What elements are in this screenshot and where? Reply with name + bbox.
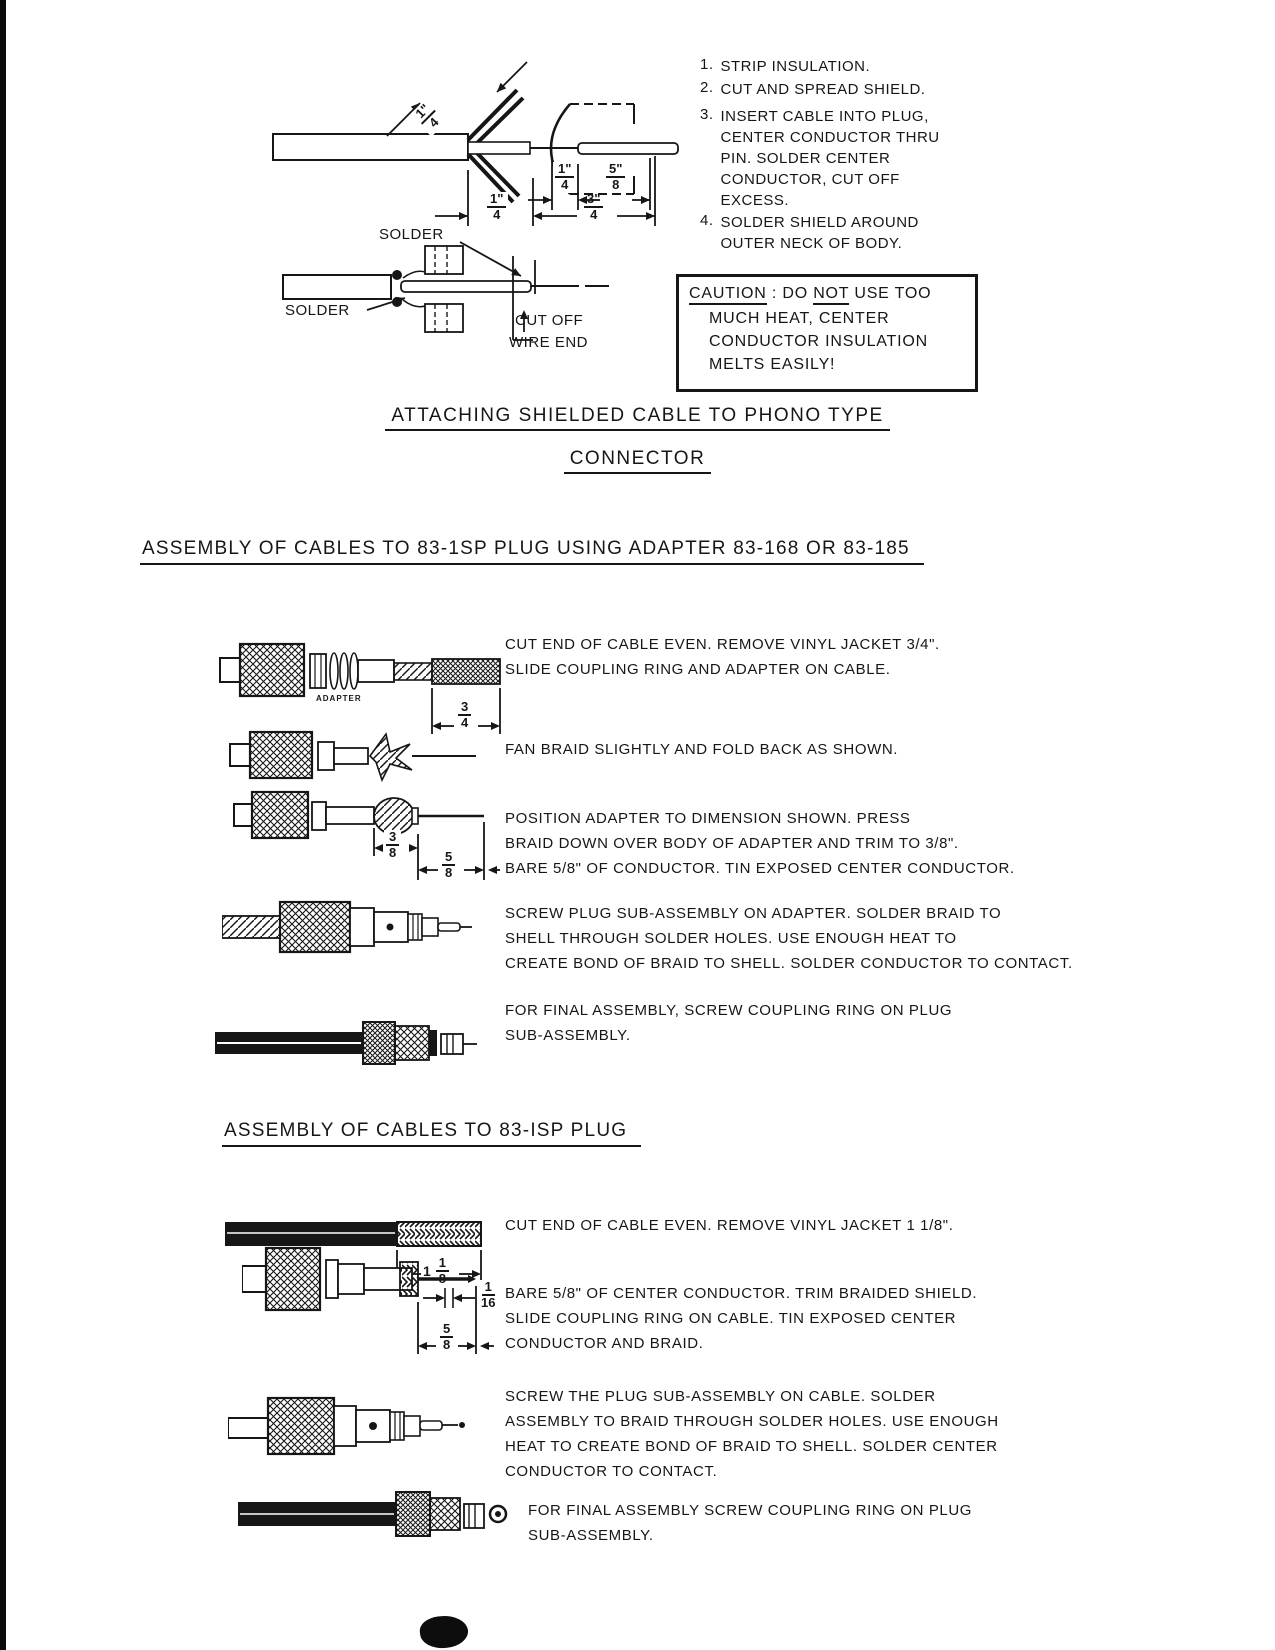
fraction-denominator: 8: [389, 845, 397, 861]
dimension-fraction: [438, 1322, 455, 1353]
fraction-denominator: 4: [426, 114, 442, 131]
s2-step3-diagram: [228, 1392, 483, 1470]
step-number: 2.: [700, 79, 714, 96]
phono-plug-art: [520, 96, 690, 218]
text-line: SUB-ASSEMBLY.: [528, 1527, 654, 1544]
solder-detail-art: [275, 226, 640, 376]
fraction-denominator: 4: [493, 207, 501, 223]
step-line: INSERT CABLE INTO PLUG,: [720, 108, 929, 125]
dimension-fraction: [604, 162, 627, 193]
dimension-fraction: [440, 850, 457, 881]
s1-step1-text: [505, 632, 940, 682]
section1-heading: ASSEMBLY OF CABLES TO 83-1SP PLUG USING ADAPTER 83-168 OR 83-185: [140, 538, 924, 565]
text-line: CUT END OF CABLE EVEN. REMOVE VINYL JACKET 1 1/8".: [505, 1217, 954, 1234]
text-line: BARE 5/8" OF CENTER CONDUCTOR. TRIM BRAIDED SHIELD.: [505, 1285, 978, 1302]
text-line: CONDUCTOR AND BRAID.: [505, 1335, 704, 1352]
scan-artifact-blob: [418, 1614, 469, 1650]
page-title: ATTACHING SHIELDED CABLE TO PHONO TYPE: [385, 405, 889, 431]
s1-step2-art: [228, 728, 483, 786]
caution-word: CAUTION: [689, 285, 767, 305]
caution-line: CONDUCTOR INSULATION: [709, 333, 928, 350]
cutoff-label: WIRE END: [509, 334, 588, 351]
text-line: BRAID DOWN OVER BODY OF ADAPTER AND TRIM TO 3/8".: [505, 835, 959, 852]
caution-not: NOT: [813, 285, 849, 305]
solder-label-bottom: SOLDER: [285, 302, 350, 319]
fraction-numerator: 1: [482, 1280, 495, 1296]
text-line: POSITION ADAPTER TO DIMENSION SHOWN. PRESS: [505, 810, 911, 827]
text-line: BARE 5/8" OF CONDUCTOR. TIN EXPOSED CENTER CONDUCTOR.: [505, 860, 1015, 877]
fraction-numerator: 5: [442, 850, 455, 866]
s2-step3-art: [228, 1392, 483, 1470]
dimension-fraction: [485, 192, 508, 223]
s1-step3-art: [232, 790, 504, 890]
step-line: CENTER CONDUCTOR THRU: [720, 129, 940, 146]
step-line: STRIP INSULATION.: [720, 58, 871, 75]
solder-detail-diagram: [275, 226, 640, 376]
fraction-numerator: 5: [440, 1322, 453, 1338]
step-line: SOLDER SHIELD AROUND: [720, 214, 919, 231]
text-line: SCREW THE PLUG SUB-ASSEMBLY ON CABLE. SOLDER: [505, 1388, 936, 1405]
s1-step4-art: [222, 896, 474, 958]
page-title-line1: [0, 405, 1275, 427]
scan-edge-artifact: [0, 0, 6, 1650]
fraction-denominator: 16: [481, 1295, 496, 1311]
step-number: 3.: [700, 106, 714, 123]
s2-step3-text: [505, 1384, 999, 1484]
s2-step1-text: [505, 1213, 954, 1238]
fraction-numerator: 3: [386, 830, 399, 846]
text-line: SLIDE COUPLING RING ON CABLE. TIN EXPOSED CENTER: [505, 1310, 957, 1327]
s2-step2-art: [242, 1240, 504, 1380]
s2-step4-diagram: [238, 1490, 508, 1548]
fraction-numerator: 1: [436, 1256, 449, 1272]
caution-box: [676, 274, 978, 392]
fraction-denominator: 4: [590, 207, 598, 223]
fraction-denominator: 4: [461, 715, 469, 731]
phono-plug-diagram: [520, 96, 690, 221]
numbered-steps-list: [700, 52, 1000, 267]
caution-text: USE TOO: [849, 285, 932, 302]
page-title-line2: [0, 448, 1275, 470]
s1-step4-diagram: [222, 896, 474, 958]
step-item: [700, 79, 925, 100]
text-line: ASSEMBLY TO BRAID THROUGH SOLDER HOLES. USE ENOUGH: [505, 1413, 999, 1430]
s1-step3-diagram: [232, 790, 504, 890]
s1-step2-text: [505, 737, 898, 762]
step-number: 1.: [700, 56, 714, 73]
s1-step2-diagram: [228, 728, 483, 786]
s1-step4-text: [505, 901, 1073, 976]
fraction-numerator: 3": [584, 192, 603, 208]
dimension-fraction: [553, 162, 576, 193]
step-item: [700, 106, 940, 211]
s2-step2-diagram: [242, 1240, 504, 1380]
text-line: CUT END OF CABLE EVEN. REMOVE VINYL JACKET 3/4".: [505, 636, 940, 653]
solder-label-top: SOLDER: [379, 226, 444, 243]
fraction-numerator: 5": [606, 162, 625, 178]
caution-line: [689, 285, 931, 303]
section2-heading: ASSEMBLY OF CABLES TO 83-ISP PLUG: [222, 1120, 641, 1147]
s1-step5-text: [505, 998, 952, 1048]
step-item: [700, 56, 870, 77]
fraction-numerator: 1": [555, 162, 574, 178]
text-line: SHELL THROUGH SOLDER HOLES. USE ENOUGH HEAT TO: [505, 930, 957, 947]
text-line: HEAT TO CREATE BOND OF BRAID TO SHELL. SOLDER CENTER: [505, 1438, 998, 1455]
page-title: CONNECTOR: [564, 448, 712, 474]
cutoff-label: CUT OFF: [515, 312, 584, 329]
text-line: FOR FINAL ASSEMBLY SCREW COUPLING RING ON PLUG: [528, 1502, 973, 1519]
text-line: CONDUCTOR TO CONTACT.: [505, 1463, 718, 1480]
fraction-numerator: 1": [411, 100, 436, 125]
s1-step1-diagram: [218, 636, 510, 741]
s2-step4-art: [238, 1490, 508, 1548]
s1-step5-art: [215, 1018, 480, 1073]
step-line: EXCESS.: [720, 192, 790, 209]
s1-step3-text: [505, 806, 1015, 881]
step-line: PIN. SOLDER CENTER: [720, 150, 891, 167]
caution-line: MUCH HEAT, CENTER: [709, 310, 890, 327]
fraction-denominator: 8: [443, 1337, 451, 1353]
fraction-denominator: 4: [561, 177, 569, 193]
s2-step2-text: [505, 1281, 977, 1356]
text-line: CREATE BOND OF BRAID TO SHELL. SOLDER CONDUCTOR TO CONTACT.: [505, 955, 1073, 972]
text-line: FOR FINAL ASSEMBLY, SCREW COUPLING RING ON PLUG: [505, 1002, 953, 1019]
dimension-fraction: [456, 700, 473, 731]
caution-text: : DO: [766, 285, 814, 302]
adapter-label: ADAPTER: [316, 694, 362, 703]
fraction-denominator: 8: [445, 865, 453, 881]
fraction-whole: 1: [423, 1263, 431, 1280]
step-item: [700, 212, 919, 254]
step-number: 4.: [700, 212, 714, 229]
s1-step5-diagram: [215, 1018, 480, 1073]
text-line: SCREW PLUG SUB-ASSEMBLY ON ADAPTER. SOLDER BRAID TO: [505, 905, 1002, 922]
s2-step4-text: [528, 1498, 972, 1548]
fraction-denominator: 8: [438, 1271, 447, 1287]
fraction-numerator: 3: [458, 700, 471, 716]
step-line: OUTER NECK OF BODY.: [720, 235, 903, 252]
fraction-numerator: 1": [487, 192, 506, 208]
step-line: CUT AND SPREAD SHIELD.: [720, 81, 926, 98]
step-line: CONDUCTOR, CUT OFF: [720, 171, 900, 188]
caution-line: MELTS EASILY!: [709, 356, 836, 373]
text-line: SLIDE COUPLING RING AND ADAPTER ON CABLE.: [505, 661, 891, 678]
fraction-denominator: 8: [612, 177, 620, 193]
text-line: SUB-ASSEMBLY.: [505, 1027, 631, 1044]
text-line: FAN BRAID SLIGHTLY AND FOLD BACK AS SHOWN.: [505, 741, 899, 758]
dimension-fraction: [384, 830, 401, 861]
